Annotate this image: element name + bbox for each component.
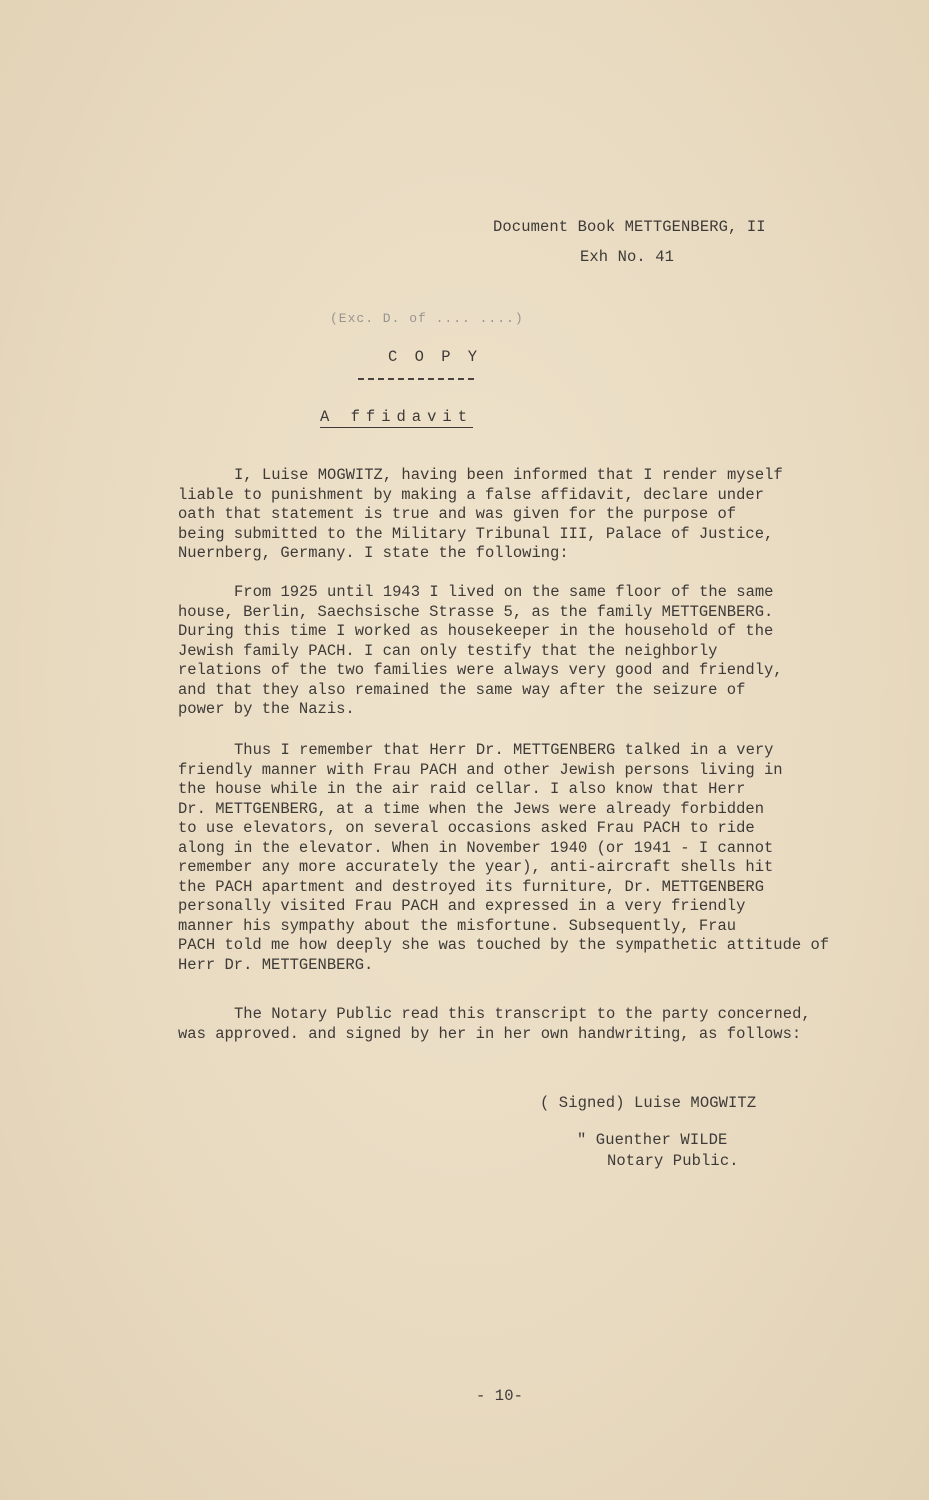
copy-underline (358, 378, 474, 380)
text-line: PACH told me how deeply she was touched by the sympathetic attitude of (178, 936, 830, 954)
notary-name-line: " Guenther WILDE (577, 1131, 728, 1149)
smudged-stamp-line: (Exc. D. of .... ....) (330, 311, 524, 326)
text-line: the house while in the air raid cellar. I also know that Herr (178, 780, 746, 798)
paragraph-residence (178, 583, 783, 720)
text-line: relations of the two families were always very good and friendly, (178, 661, 783, 679)
text-line: remember any more accurately the year), anti-aircraft shells hit (178, 858, 774, 876)
text-line: Dr. METTGENBERG, at a time when the Jews were already forbidden (178, 799, 764, 818)
text-line: and that they also remained the same way after the seizure of (178, 680, 746, 699)
text-line: being submitted to the Military Tribunal III, Palace of Justice, (178, 524, 774, 543)
affidavit-title: A ffidavit (320, 408, 474, 426)
text-line: oath that statement is true and was given for the purpose of (178, 505, 737, 523)
text-line: Herr Dr. METTGENBERG. (178, 955, 374, 974)
text-line: manner his sympathy about the misfortune. Subsequently, Frau (178, 916, 737, 935)
text-line: friendly manner with Frau PACH and other Jewish persons living in (178, 760, 783, 779)
text-line: was approved. and signed by her in her own handwriting, as follows: (178, 1024, 802, 1043)
page-number: - 10- (476, 1387, 524, 1405)
paragraph-notary (178, 1005, 811, 1044)
signed-line: ( Signed) Luise MOGWITZ (540, 1094, 757, 1112)
text-line: Jewish family PACH. I can only testify that the neighborly (178, 641, 718, 660)
paragraph-testimony (178, 741, 829, 975)
text-line: Nuernberg, Germany. I state the following: (178, 544, 569, 562)
notary-title-line: Notary Public. (607, 1152, 739, 1170)
text-line: I, Luise MOGWITZ, having been informed that I render myself (234, 466, 783, 484)
paragraph-declaration (178, 466, 783, 564)
text-line: From 1925 until 1943 I lived on the same floor of the same (234, 583, 774, 601)
text-line: liable to punishment by making a false affidavit, declare under (178, 485, 764, 504)
exhibit-number: Exh No. 41 (580, 248, 675, 266)
text-line: personally visited Frau PACH and expressed in a very friendly (178, 897, 746, 915)
document-book-label: Document Book METTGENBERG, II (493, 218, 766, 236)
text-line: The Notary Public read this transcript to the party concerned, (234, 1005, 811, 1023)
copy-label: C O P Y (388, 348, 482, 366)
text-line: power by the Nazis. (178, 700, 355, 718)
text-line: house, Berlin, Saechsische Strasse 5, as the family METTGENBERG. (178, 602, 774, 621)
text-line: Thus I remember that Herr Dr. METTGENBERG talked in a very (234, 741, 774, 759)
text-line: to use elevators, on several occasions asked Frau PACH to ride (178, 819, 755, 837)
text-line: the PACH apartment and destroyed its furniture, Dr. METTGENBERG (178, 877, 764, 896)
text-line: along in the elevator. When in November 1940 (or 1941 - I cannot (178, 838, 774, 857)
text-line: During this time I worked as housekeeper in the household of the (178, 622, 774, 640)
